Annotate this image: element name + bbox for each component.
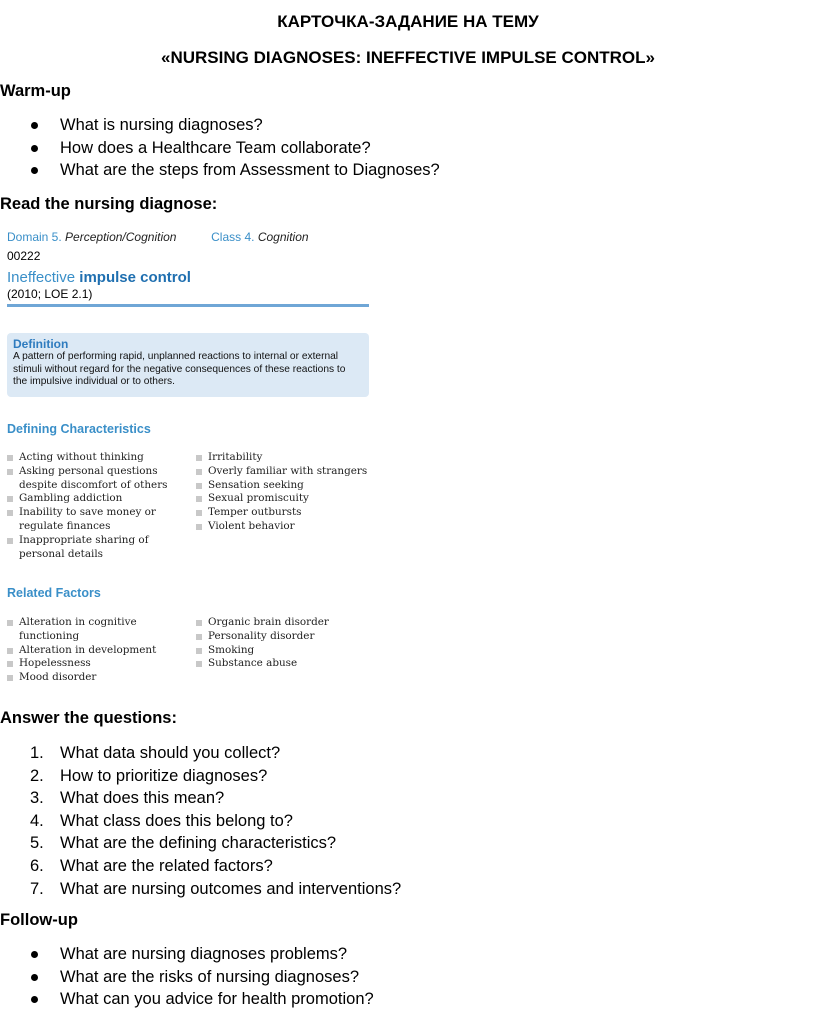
list-item: Violent behavior <box>196 520 372 534</box>
list-item: What are the risks of nursing diagnoses? <box>0 966 374 989</box>
definition-text: A pattern of performing rapid, unplanned reactions to internal or external stimuli without regard for the negative consequences of these reactions to the impulsive individual or to others. <box>13 351 346 388</box>
read-heading: Read the nursing diagnose: <box>0 195 218 213</box>
definition-box <box>7 333 369 397</box>
list-item: Personality disorder <box>196 630 372 644</box>
list-item: What can you advice for health promotion? <box>0 988 374 1011</box>
defining-list-left <box>7 451 185 561</box>
list-item: Mood disorder <box>7 671 185 685</box>
list-item: What are nursing diagnoses problems? <box>0 943 374 966</box>
diagnosis-title <box>7 269 191 286</box>
list-item: 3. What does this mean? <box>30 789 225 808</box>
answer-heading: Answer the questions: <box>0 709 177 727</box>
list-item: Irritability <box>196 451 372 465</box>
list-item: 5. What are the defining characteristics? <box>30 834 337 853</box>
nanda-excerpt <box>7 226 372 696</box>
warmup-list <box>0 114 440 182</box>
diagnosis-title-bold: impulse control <box>79 269 191 286</box>
list-item: Temper outbursts <box>196 506 372 520</box>
list-item: Overly familiar with strangers <box>196 465 372 479</box>
list-item: Alteration in development <box>7 644 185 658</box>
list-item: 4. What class does this belong to? <box>30 811 293 830</box>
related-factors-heading: Related Factors <box>7 586 101 600</box>
list-item: Asking personal questions despite discomfort of others <box>7 465 185 493</box>
domain-label: Domain 5. <box>7 230 62 244</box>
divider <box>7 304 369 307</box>
domain-class-row <box>7 230 309 244</box>
list-item: How does a Healthcare Team collaborate? <box>0 137 440 160</box>
list-item: 6. What are the related factors? <box>30 856 273 875</box>
diagnosis-code: 00222 <box>7 249 41 263</box>
diagnosis-subtitle: (2010; LOE 2.1) <box>7 287 93 301</box>
followup-list <box>0 943 374 1011</box>
class-value: Cognition <box>257 230 309 244</box>
answer-list <box>0 742 401 900</box>
related-list-left <box>7 616 185 685</box>
list-item: Alteration in cognitive functioning <box>7 616 185 644</box>
list-item: 2. How to prioritize diagnoses? <box>30 766 268 785</box>
page-subtitle: «NURSING DIAGNOSES: INEFFECTIVE IMPULSE CONTROL» <box>161 48 655 67</box>
followup-heading: Follow-up <box>0 911 78 929</box>
list-item: What are the steps from Assessment to Diagnoses? <box>0 159 440 182</box>
warmup-heading: Warm-up <box>0 82 71 100</box>
list-item: Substance abuse <box>196 657 372 671</box>
list-item: Hopelessness <box>7 657 185 671</box>
domain-value: Perception/Cognition <box>65 230 177 244</box>
list-item: Inappropriate sharing of personal details <box>7 534 185 562</box>
list-item: 7. What are nursing outcomes and interventions? <box>30 879 402 898</box>
list-item: Sensation seeking <box>196 479 372 493</box>
defining-list-right <box>196 451 372 534</box>
list-item: Smoking <box>196 644 372 658</box>
list-item: Acting without thinking <box>7 451 185 465</box>
diagnosis-title-light: Ineffective <box>7 269 76 286</box>
defining-characteristics-heading: Defining Characteristics <box>7 422 151 436</box>
list-item: Gambling addiction <box>7 492 185 506</box>
list-item: Organic brain disorder <box>196 616 372 630</box>
definition-heading: Definition <box>13 337 69 351</box>
related-list-right <box>196 616 372 671</box>
page-title: КАРТОЧКА-ЗАДАНИЕ НА ТЕМУ <box>277 12 539 31</box>
list-item: 1. What data should you collect? <box>30 744 281 762</box>
list-item: Inability to save money or regulate finances <box>7 506 185 534</box>
class-label: Class 4. <box>211 230 255 244</box>
list-item: Sexual promiscuity <box>196 492 372 506</box>
list-item: What is nursing diagnoses? <box>0 114 440 137</box>
